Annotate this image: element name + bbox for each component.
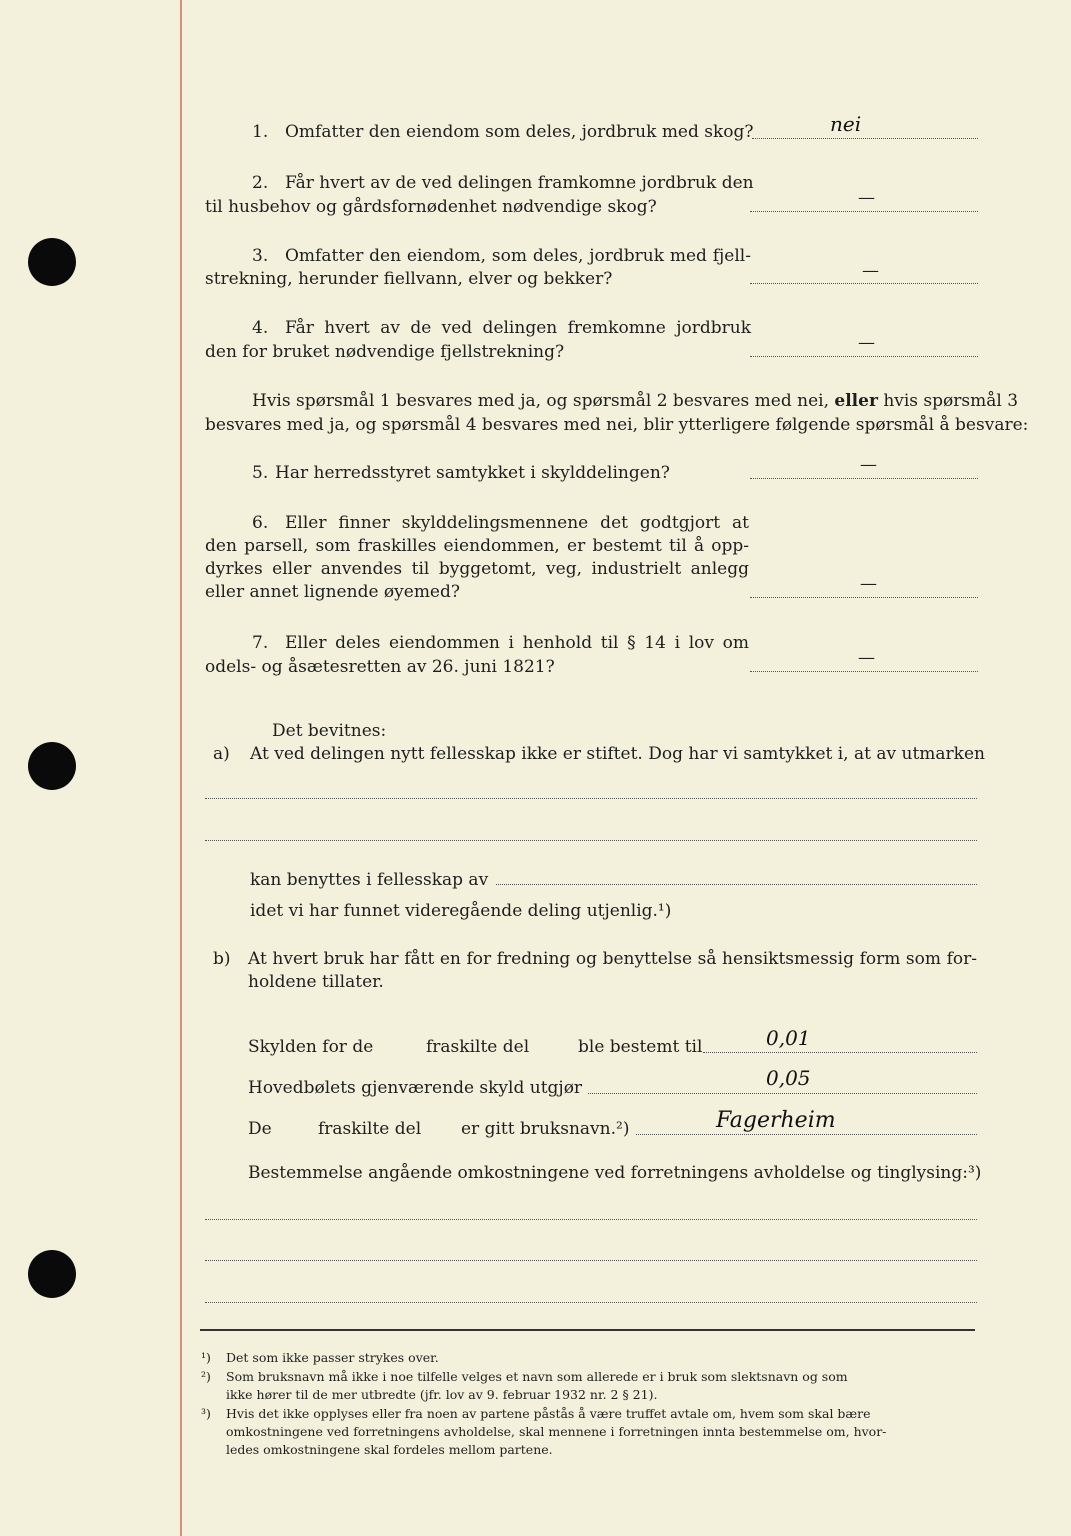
question-1-text: Omfatter den eiendom som deles, jordbruk med skog? [285, 122, 754, 142]
question-4-answer-line [750, 356, 978, 357]
question-7-number: 7. [252, 633, 269, 653]
farm-name-label-2: fraskilte del [318, 1119, 422, 1139]
condition-line-1-part-b: hvis spørsmål 3 [883, 391, 1019, 411]
remaining-skyld-label: Hovedbølets gjenværende skyld utgjør [248, 1078, 583, 1098]
footnote-3-line-2: omkostningene ved forretningens avholdelse, skal mennene i forretningen innta bestemmelse om, hvor- [226, 1424, 887, 1439]
question-5-answer: — [860, 455, 877, 475]
question-2-answer: — [858, 188, 875, 208]
footnote-3-mark: ³) [201, 1406, 211, 1421]
question-4-text-line-2: den for bruket nødvendige fjellstrekning? [205, 342, 565, 362]
question-3-number: 3. [252, 246, 269, 266]
farm-name-label-1: De [248, 1119, 272, 1139]
punch-hole [28, 238, 76, 286]
question-1-answer-line [752, 138, 978, 139]
footnote-2-line-2: ikke hører til de mer utbredte (jfr. lov av 9. februar 1932 nr. 2 § 21). [226, 1387, 658, 1402]
reason-text: idet vi har funnet videregående deling utjenlig.¹) [250, 901, 672, 921]
attest-heading: Det bevitnes: [272, 721, 387, 741]
question-4-number: 4. [252, 318, 269, 338]
question-1-answer: nei [830, 112, 862, 136]
question-3-answer-line [750, 283, 978, 284]
question-6-text-line-4: eller annet lignende øyemed? [205, 582, 460, 602]
skyld-label-3: ble bestemt til [578, 1037, 703, 1057]
question-6-text-line-1: Eller finner skylddelingsmennene det godtgjort at [285, 513, 749, 533]
footnote-2-line-1: Som bruksnavn må ikke i noe tilfelle velges et navn som allerede er i bruk som slektsnavn og som [226, 1369, 848, 1384]
blank-line [205, 1219, 977, 1220]
attest-b-text-line-2: holdene tillater. [248, 972, 384, 992]
blank-line [205, 798, 977, 799]
costs-label: Bestemmelse angående omkostningene ved forretningens avholdelse og tinglysing:³) [248, 1163, 982, 1183]
question-6-number: 6. [252, 513, 269, 533]
condition-line-1-bold: eller [834, 391, 878, 411]
question-1-number: 1. [252, 122, 269, 142]
question-7-text-line-2: odels- og åsætesretten av 26. juni 1821? [205, 657, 555, 677]
question-6-text-line-2: den parsell, som fraskilles eiendommen, er bestemt til å opp- [205, 536, 749, 556]
condition-line-1-part-a: Hvis spørsmål 1 besvares med ja, og spørsmål 2 besvares med nei, [252, 391, 829, 411]
footnote-3-line-1: Hvis det ikke opplyses eller fra noen av partene påstås å være truffet avtale om, hvem som skal bære [226, 1406, 871, 1421]
blank-line [205, 840, 977, 841]
question-3-text-line-2: strekning, herunder fiellvann, elver og bekker? [205, 269, 613, 289]
question-3-text-line-1: Omfatter den eiendom, som deles, jordbruk med fjell- [285, 246, 751, 266]
question-2-text-line-1: Får hvert av de ved delingen framkomne jordbruk den [285, 173, 754, 193]
condition-line-1 [252, 389, 1018, 413]
shared-use-label: kan benyttes i fellesskap av [250, 870, 489, 890]
punch-hole [28, 742, 76, 790]
attest-a-text: At ved delingen nytt fellesskap ikke er stiftet. Dog har vi samtykket i, at av utmarken [250, 744, 985, 764]
question-5-number: 5. [252, 463, 269, 483]
question-2-number: 2. [252, 173, 269, 193]
margin-rule [180, 0, 182, 1536]
footnote-1-line-1: Det som ikke passer strykes over. [226, 1350, 439, 1365]
skyld-label-2: fraskilte del [426, 1037, 530, 1057]
attest-b-label: b) [213, 949, 231, 969]
question-4-answer: — [858, 333, 875, 353]
question-7-text-line-1: Eller deles eiendommen i henhold til § 14 i lov om [285, 633, 749, 653]
question-4-text-line-1: Får hvert av de ved delingen fremkomne jordbruk [285, 318, 751, 338]
blank-line [205, 1302, 977, 1303]
question-6-answer: — [860, 574, 877, 594]
blank-line [205, 1260, 977, 1261]
shared-use-line [496, 884, 977, 885]
question-7-answer-line [750, 671, 978, 672]
footnote-1-mark: ¹) [201, 1350, 211, 1365]
skyld-label-1: Skylden for de [248, 1037, 374, 1057]
question-6-text-line-3: dyrkes eller anvendes til byggetomt, veg, industrielt anlegg [205, 559, 749, 579]
attest-b-text-line-1: At hvert bruk har fått en for fredning og benyttelse så hensiktsmessig form som for- [248, 949, 977, 969]
punch-hole [28, 1250, 76, 1298]
footnote-2-mark: ²) [201, 1369, 211, 1384]
remaining-skyld-line [588, 1093, 977, 1094]
skyld-value: 0,01 [766, 1026, 811, 1050]
attest-a-label: a) [213, 744, 230, 764]
farm-name-value: Fagerheim [716, 1108, 836, 1133]
condition-line-2: besvares med ja, og spørsmål 4 besvares med nei, blir ytterligere følgende spørsmål å besvare: [205, 415, 1029, 435]
skyld-value-line [703, 1052, 977, 1053]
question-5-text: Har herredsstyret samtykket i skylddelingen? [275, 463, 670, 483]
question-2-text-line-2: til husbehov og gårdsfornødenhet nødvendige skog? [205, 197, 657, 217]
question-3-answer: — [862, 261, 879, 281]
remaining-skyld-value: 0,05 [766, 1066, 811, 1090]
question-6-answer-line [750, 597, 978, 598]
question-7-answer: — [858, 648, 875, 668]
farm-name-line [636, 1134, 977, 1135]
farm-name-label-3: er gitt bruksnavn.²) [461, 1119, 630, 1139]
footnote-separator [200, 1329, 975, 1331]
footnote-3-line-3: ledes omkostningene skal fordeles mellom partene. [226, 1442, 553, 1457]
question-5-answer-line [750, 478, 978, 479]
question-2-answer-line [750, 211, 978, 212]
